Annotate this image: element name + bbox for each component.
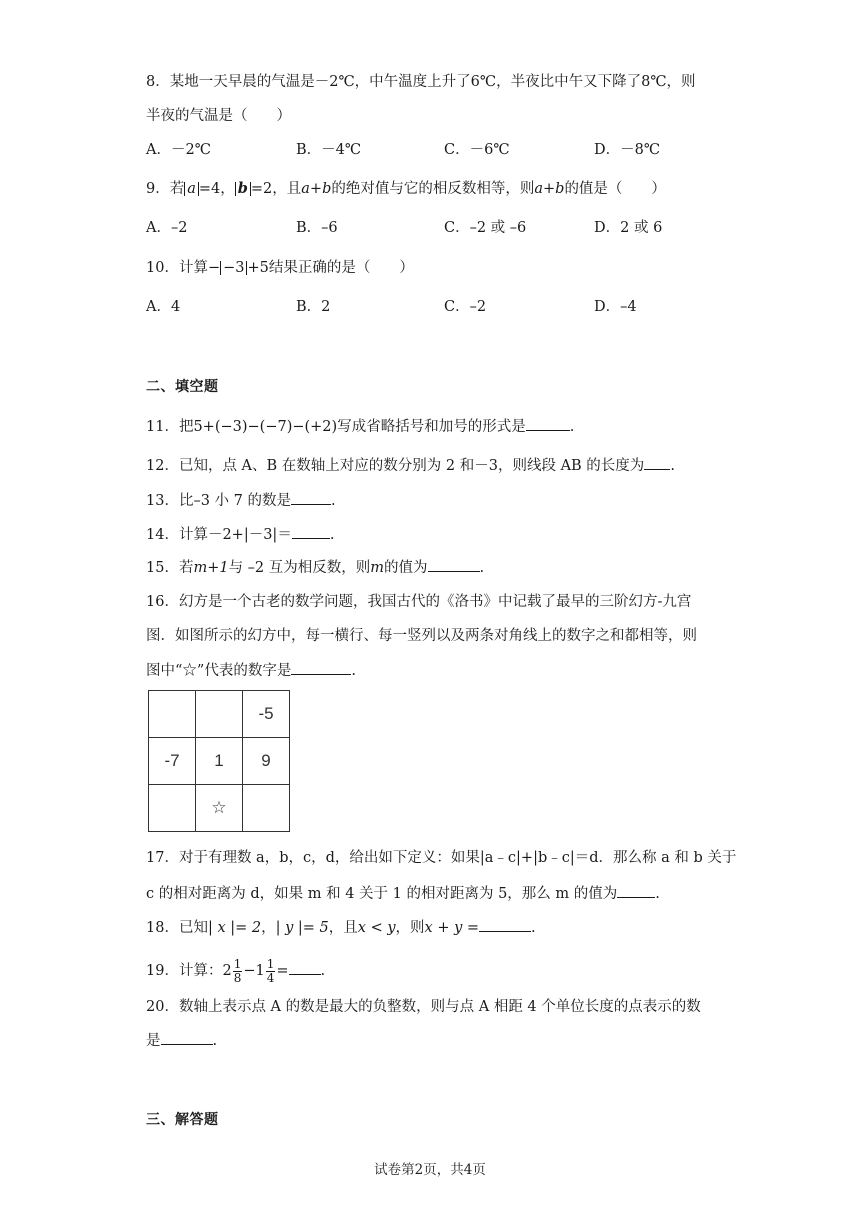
q10-option-c[interactable]: C．–2 [444,299,487,315]
q18-abs-y: | y |= 5 [275,920,329,936]
q20-end: . [212,1033,218,1049]
q19-answer-blank[interactable] [289,960,321,975]
q10-expr-post: +5 [247,260,269,276]
q9-option-a[interactable]: A．–2 [146,220,188,236]
q14-stem [146,524,334,545]
q19-whole-1: 2 [222,963,232,979]
q19-operator: − [243,963,256,979]
magic-cell: 1 [196,738,243,785]
section3-heading: 三、解答题 [146,1112,219,1128]
q15-end: . [479,560,485,576]
q10-option-b[interactable]: B．2 [296,299,331,315]
q9-option-d[interactable]: D．2 或 6 [594,220,663,236]
magic-square-grid [148,690,290,832]
q17-stem-line2 [146,883,660,904]
q11-expr: 5+(−3)−(−7)−(+2) [193,419,338,435]
q18-cond: x < y [357,920,396,936]
q18-sep: ， [261,920,276,936]
magic-cell: -7 [149,738,196,785]
q19-prefix: 19．计算： [146,963,223,979]
q12-text: 12．已知，点 A、B 在数轴上对应的数分别为 2 和－3，则线段 AB 的长度为 [146,458,645,474]
magic-cell [243,785,290,832]
magic-cell [149,785,196,832]
q17-stem-line1: 17．对于有理数 a，b，c，d，给出如下定义：如果|a﹣c|+|b﹣c|＝d．那么称 a 和 b 关于 [146,850,737,866]
q10-option-d[interactable]: D．–4 [594,299,637,315]
q13-end: . [330,493,336,509]
q15-prefix: 15．若 [146,560,194,576]
q8-stem-line2: 半夜的气温是（ ） [146,108,291,124]
q16-stem-line1: 16．幻方是一个古老的数学问题，我国古代的《洛书》中记载了最早的三阶幻方-九宫 [146,594,692,610]
q19-fraction-2 [266,958,276,985]
q8-stem-line1: 8．某地一天早晨的气温是－2℃，中午温度上升了6℃，半夜比中午又下降了8℃，则 [146,74,696,90]
magic-cell [196,691,243,738]
magic-cell: -5 [243,691,290,738]
q10-option-a[interactable]: A．4 [146,299,181,315]
q16-stem-line2: 图．如图所示的幻方中，每一横行、每一竖列以及两条对角线上的数字之和都相等，则 [146,628,697,644]
q10-prefix: 10．计算 [146,260,208,276]
q16-line3-text: 图中“☆”代表的数字是 [146,663,292,679]
q9-option-b[interactable]: B．–6 [296,220,338,236]
q16-answer-blank[interactable] [291,660,351,675]
q9-sep: ， [220,181,235,197]
q16-end: . [351,663,356,679]
q9-options [146,218,746,238]
magic-square-row [149,738,290,785]
q9-eq2: =2 [250,181,273,197]
q16-stem-line3 [146,660,356,681]
q19-num-2: 1 [266,956,275,971]
q15-mid2: 的值为 [384,560,428,576]
q13-stem [146,490,336,511]
magic-cell: 9 [243,738,290,785]
q17-answer-blank[interactable] [617,883,655,898]
q8-option-a[interactable]: A．－2℃ [146,142,211,158]
q13-text: 13．比–3 小 7 的数是 [146,493,291,509]
q18-mid2: ，则 [395,920,425,936]
q20-stem-line2 [146,1030,217,1051]
q8-options [146,140,746,160]
q9-option-c[interactable]: C．–2 或 –6 [444,220,527,236]
q17-line2-text: c 的相对距离为 d，如果 m 和 4 关于 1 的相对距离为 5，那么 m 的值为 [146,886,618,902]
q10-expr-pre: − [207,260,221,276]
q15-answer-blank[interactable] [428,557,480,572]
q15-stem [146,557,484,578]
q18-answer-blank[interactable] [479,917,531,932]
page-footer: 试卷第2页，共4页 [374,1162,486,1178]
q19-den-2: 4 [266,970,275,985]
q18-mid: ，且 [328,920,358,936]
q10-options [146,297,746,317]
magic-cell [149,691,196,738]
q20-line2-text: 是 [146,1033,161,1049]
section2-heading: 二、填空题 [146,379,219,395]
q19-num-1: 1 [233,956,242,971]
q9-abs-b: b [235,182,251,196]
q8-option-c[interactable]: C．－6℃ [444,142,510,158]
q8-option-b[interactable]: B．－4℃ [296,142,362,158]
q9-expr-2: a+b [534,181,565,197]
q9-expr: a+b [301,181,332,197]
q9-suffix: 的值是（ ） [564,181,666,197]
q14-end: . [329,527,335,543]
q19-equals: = [276,963,289,979]
q15-expr: m+1 [193,560,229,576]
q19-stem [146,956,325,986]
q10-stem [146,258,414,278]
q9-mid2: ，且 [272,181,302,197]
q15-var: m [370,560,385,576]
q20-stem-line1: 20．数轴上表示点 A 的数是最大的负整数，则与点 A 相距 4 个单位长度的点表示的数 [146,999,701,1015]
q11-stem [146,416,574,437]
q19-fraction-1 [233,958,243,985]
q9-mid3: 的绝对值与它的相反数相等，则 [331,181,535,197]
q8-option-d[interactable]: D．－8℃ [594,142,661,158]
q12-answer-blank[interactable] [644,455,670,470]
q12-stem [146,455,675,476]
magic-square-row [149,691,290,738]
q17-end: . [655,886,660,902]
q11-end: . [569,419,575,435]
q9-prefix: 9．若 [146,181,185,197]
q11-prefix: 11．把 [146,419,194,435]
q9-stem [146,179,666,199]
q14-answer-blank[interactable] [292,524,330,539]
q10-abs: −3 [220,261,247,275]
q12-end: . [670,458,675,474]
q10-suffix: 结果正确的是（ ） [268,260,414,276]
q9-eq1: =4 [198,181,221,197]
q19-whole-2: 1 [255,963,265,979]
q18-expr: x + y = [424,920,480,936]
q18-stem [146,917,536,938]
q19-den-1: 8 [233,970,242,985]
q11-suffix: 写成省略括号和加号的形式是 [337,419,526,435]
magic-square-row [149,785,290,832]
q18-abs-x: | x |= 2 [207,920,262,936]
q15-mid1: 与 –2 互为相反数，则 [228,560,371,576]
magic-cell-star: ☆ [196,785,243,832]
q18-end: . [531,920,536,936]
q13-answer-blank[interactable] [291,490,331,505]
q20-answer-blank[interactable] [161,1030,213,1045]
q18-prefix: 18．已知 [146,920,208,936]
q14-text: 14．计算－2+|－3|＝ [146,527,292,543]
q19-end: . [320,963,326,979]
q11-answer-blank[interactable] [526,416,570,431]
q9-abs-a: a [184,182,199,196]
